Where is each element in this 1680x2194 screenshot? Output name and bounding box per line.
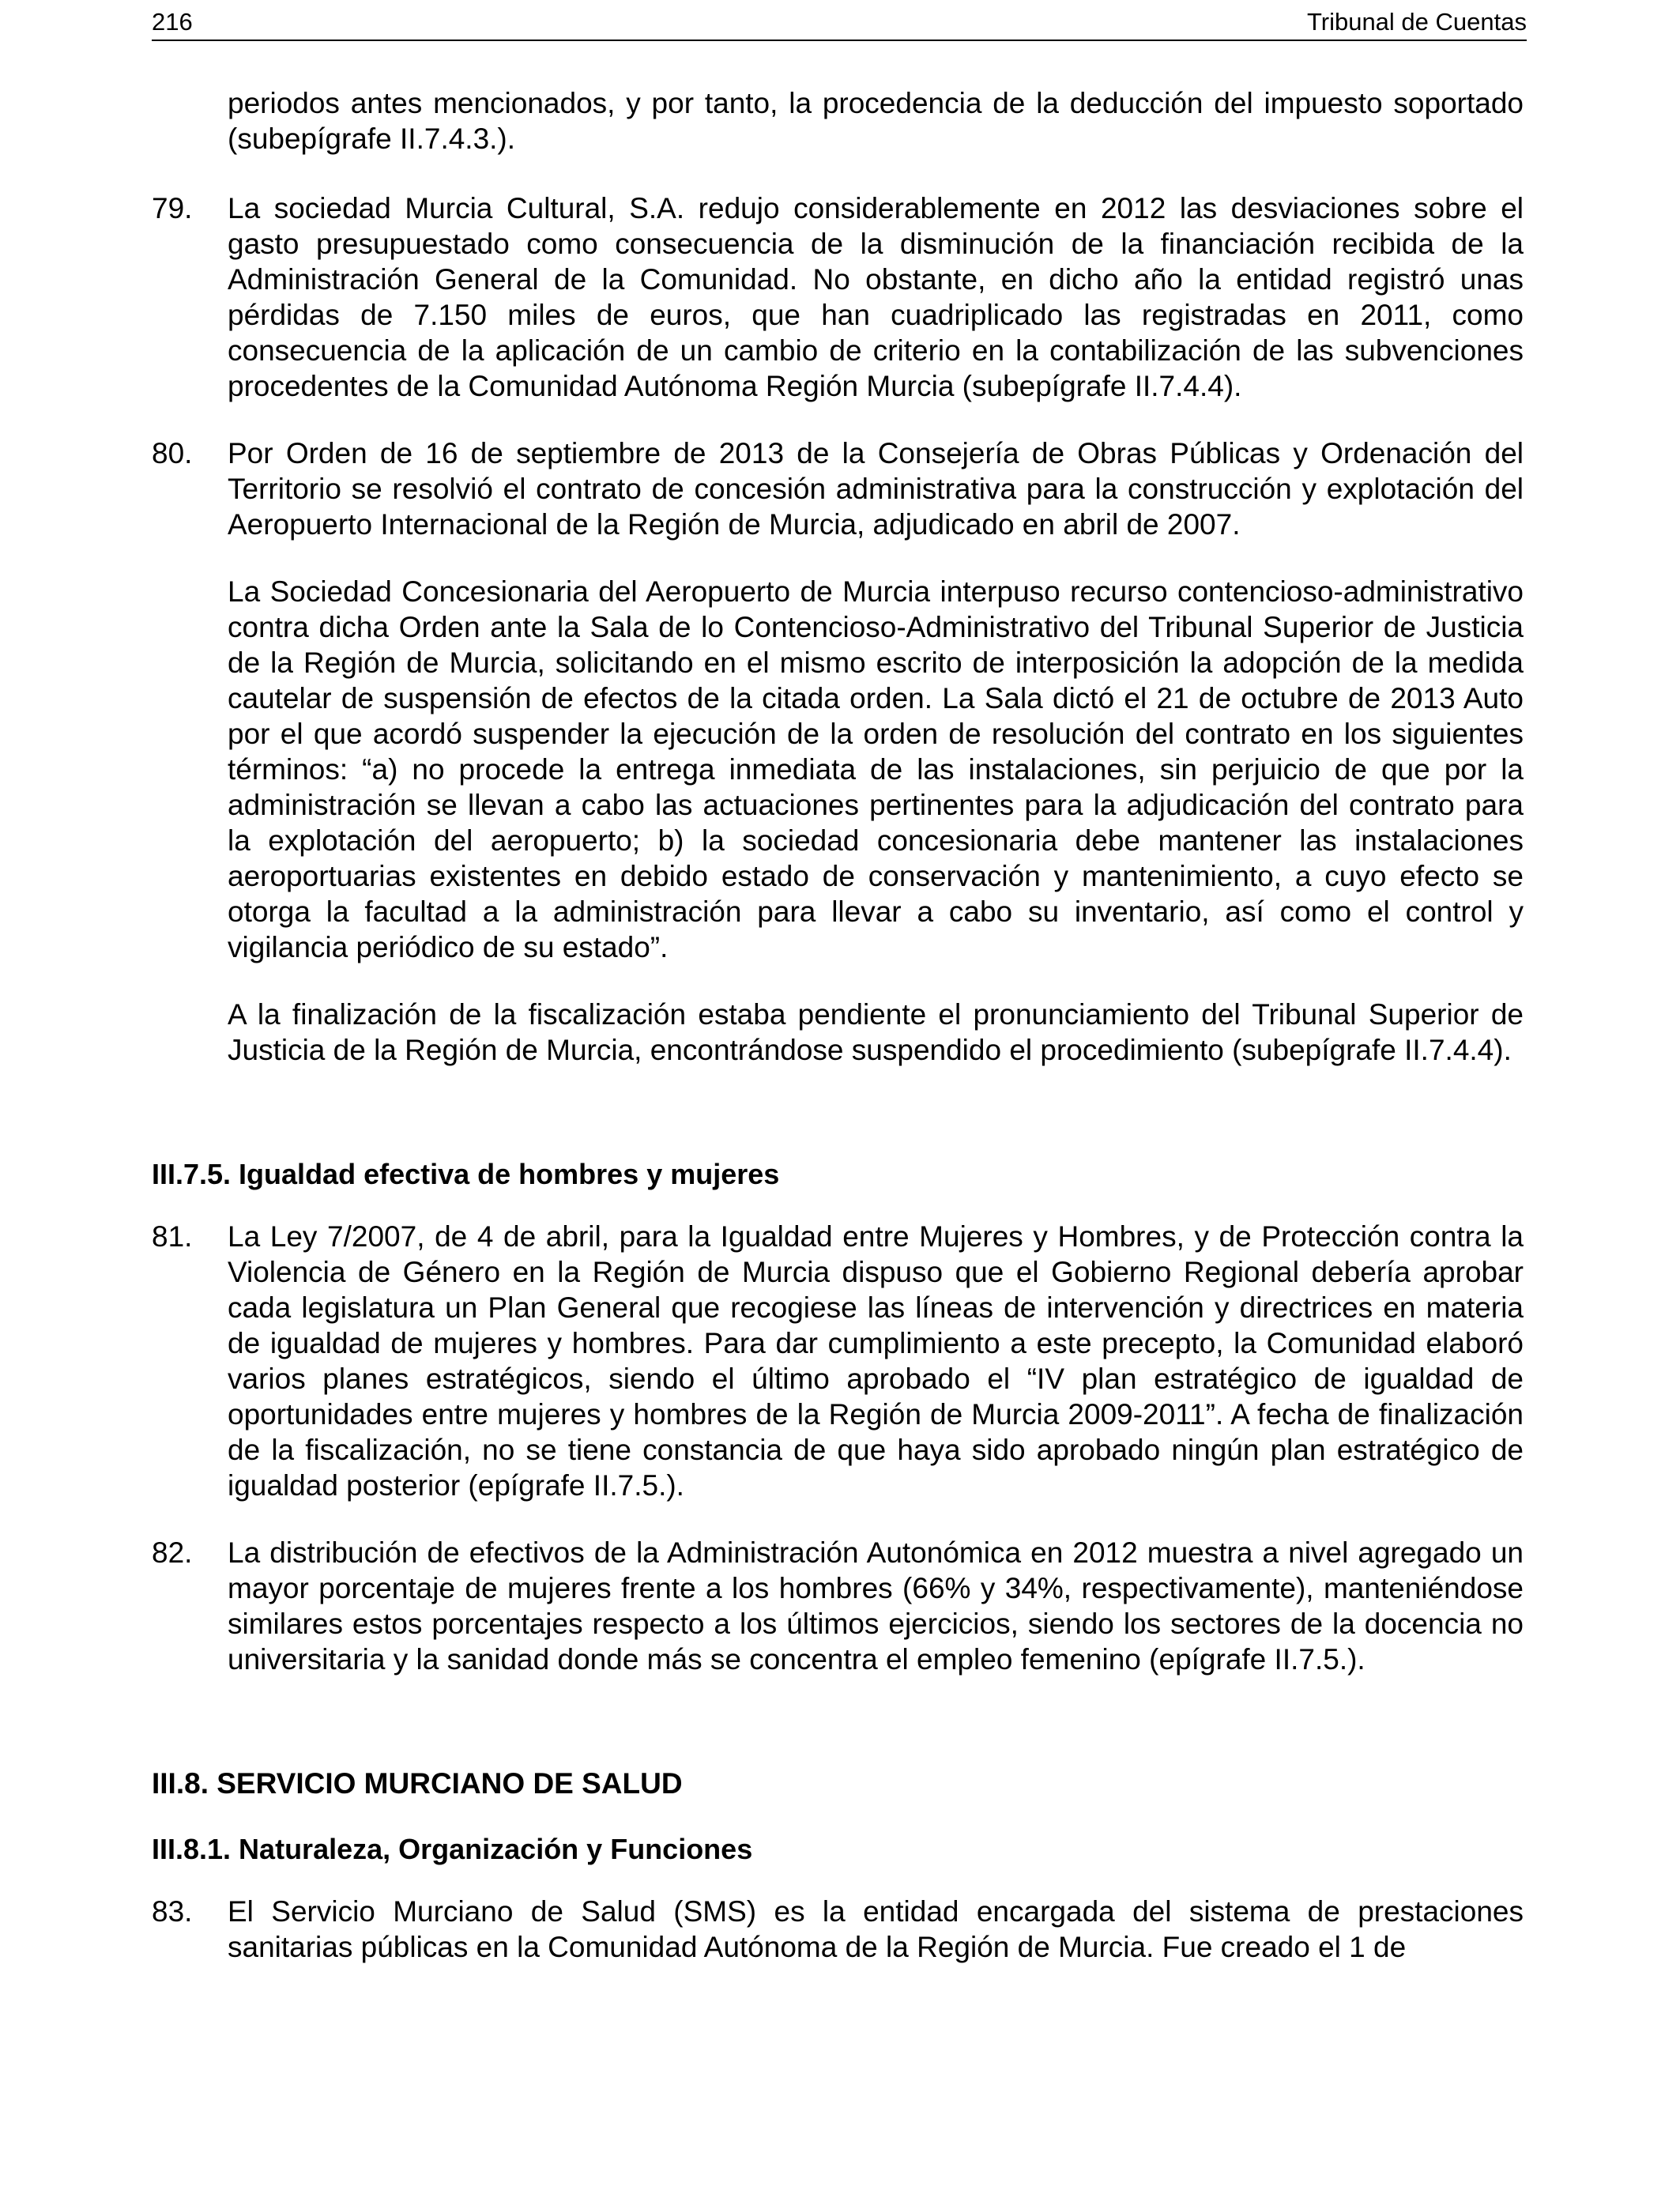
paragraph-text: La sociedad Murcia Cultural, S.A. redujo considerablemente en 2012 las desviaciones sobre el gasto presupuestado como consecuencia de la disminución de la financiación recibida de la Administración General de la Comunidad. No obstante, en dicho año la entidad registró unas pérdidas de 7.150 miles de euros, que han cuadriplicado las registradas en 2011, como consecuencia de la aplicación de un cambio de criterio en la contabilización de las subvenciones procedentes de la Comunidad Autónoma Región Murcia (subepígrafe II.7.4.4). xyxy=(228,192,1524,402)
paragraph-82 xyxy=(152,1535,1524,1677)
paragraph-number: 81. xyxy=(152,1220,193,1253)
page-header xyxy=(152,5,1527,41)
paragraph-text: La distribución de efectivos de la Administración Autonómica en 2012 muestra a nivel agregado un mayor porcentaje de mujeres frente a los hombres (66% y 34%, respectivamente), manteniéndose similares estos porcentajes respecto a los últimos ejercicios, siendo los sectores de la docencia no universitaria y la sanidad donde más se concentra el empleo femenino (epígrafe II.7.5.). xyxy=(228,1536,1524,1676)
page-number: 216 xyxy=(152,8,193,36)
running-title: Tribunal de Cuentas xyxy=(1306,8,1527,36)
paragraph-text: periodos antes mencionados, y por tanto, la procedencia de la deducción del impuesto soportado (subepígrafe II.7.4.3.). xyxy=(228,87,1524,155)
paragraph-number: 83. xyxy=(152,1895,193,1928)
section-heading-iii-8-1: III.8.1. Naturaleza, Organización y Funciones xyxy=(152,1833,753,1865)
section-heading-iii-7-5: III.7.5. Igualdad efectiva de hombres y mujeres xyxy=(152,1158,780,1190)
paragraph-text: La Sociedad Concesionaria del Aeropuerto de Murcia interpuso recurso contencioso-administrativo contra dicha Orden ante la Sala de lo Contencioso-Administrativo del Tribunal Superior de Justicia de la Región de Murcia, solicitando en el mismo escrito de interposición la adopción de la medida cautelar de suspensión de efectos de la citada orden. La Sala dictó el 21 de octubre de 2013 Auto por el que acordó suspender la ejecución de la orden de resolución del contrato en los siguientes términos: “a) no procede la entrega inmediata de las instalaciones, sin perjuicio de que por la administración se llevan a cabo las actuaciones pertinentes para la adjudicación del contrato para la explotación del aeropuerto; b) la sociedad concesionaria debe mantener las instalaciones aeroportuarias existentes en debido estado de conservación y mantenimiento, a cuyo efecto se otorga la facultad a la administración para llevar a cabo su inventario, así como el control y vigilancia periódico de su estado”. xyxy=(228,575,1524,963)
paragraph-80-final xyxy=(152,997,1524,1068)
paragraph-81 xyxy=(152,1219,1524,1503)
paragraph-continuation xyxy=(152,85,1524,156)
paragraph-80-continued xyxy=(152,574,1524,965)
section-heading-iii-8: III.8. SERVICIO MURCIANO DE SALUD xyxy=(152,1767,683,1800)
paragraph-number: 82. xyxy=(152,1536,193,1569)
paragraph-80 xyxy=(152,435,1524,542)
paragraph-text: La Ley 7/2007, de 4 de abril, para la Igualdad entre Mujeres y Hombres, y de Protección contra la Violencia de Género en la Región de Murcia dispuso que el Gobierno Regional debería aprobar cada legislatura un Plan General que recogiese las líneas de intervención y directrices en materia de igualdad de mujeres y hombres. Para dar cumplimiento a este precepto, la Comunidad elaboró varios planes estratégicos, siendo el último aprobado el “IV plan estratégico de igualdad de oportunidades entre mujeres y hombres de la Región de Murcia 2009-2011”. A fecha de finalización de la fiscalización, no se tiene constancia de que haya sido aprobado ningún plan estratégico de igualdad posterior (epígrafe II.7.5.). xyxy=(228,1220,1524,1502)
paragraph-79 xyxy=(152,190,1524,404)
paragraph-text: A la finalización de la fiscalización estaba pendiente el pronunciamiento del Tribunal Superior de Justicia de la Región de Murcia, encontrándose suspendido el procedimiento (subepígrafe II.7.4.4). xyxy=(228,998,1524,1066)
paragraph-text: Por Orden de 16 de septiembre de 2013 de la Consejería de Obras Públicas y Ordenación del Territorio se resolvió el contrato de concesión administrativa para la construcción y explotación del Aeropuerto Internacional de la Región de Murcia, adjudicado en abril de 2007. xyxy=(228,437,1524,541)
paragraph-number: 79. xyxy=(152,192,193,224)
paragraph-number: 80. xyxy=(152,437,193,469)
paragraph-83 xyxy=(152,1894,1524,1965)
paragraph-text: El Servicio Murciano de Salud (SMS) es la entidad encargada del sistema de prestaciones sanitarias públicas en la Comunidad Autónoma de la Región de Murcia. Fue creado el 1 de xyxy=(228,1895,1524,1963)
document-body xyxy=(152,85,1524,1965)
